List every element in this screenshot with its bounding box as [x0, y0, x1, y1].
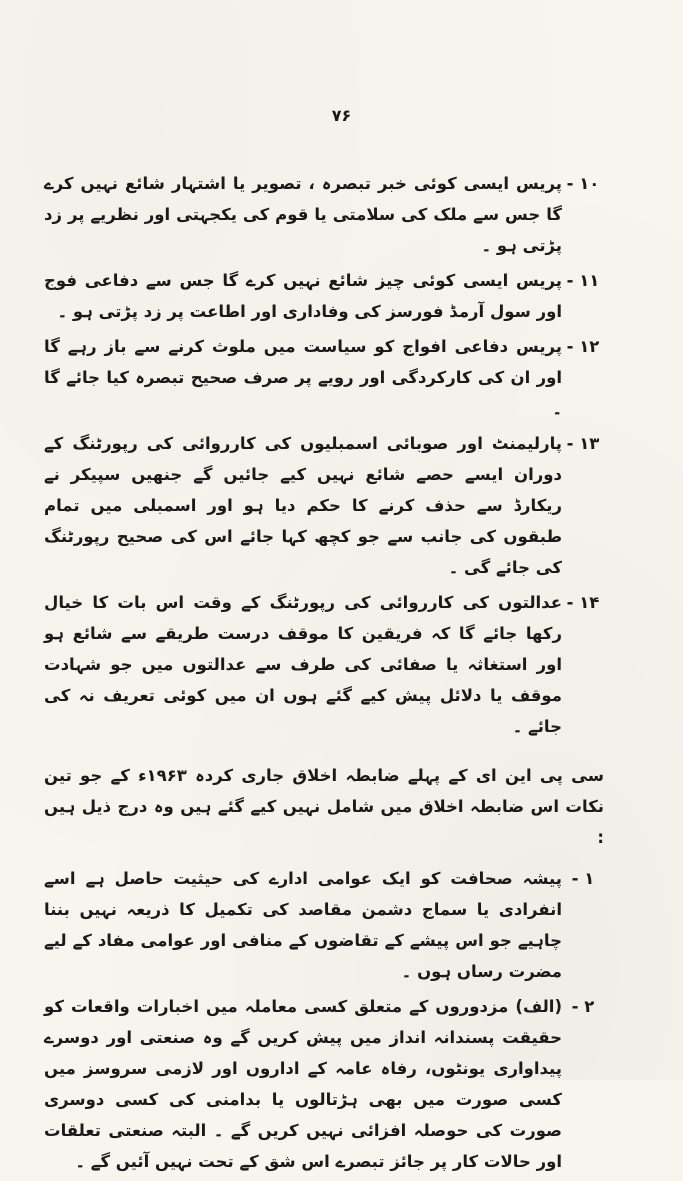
point-text: پیشہ صحافت کو ایک عوامی ادارے کی حیثیت حاصل ہے اسے انفرادی یا سماج دشمن مقاصد کی تکمیل کا ذریعہ نہیں بننا چاہیے جو اس پیشے کے تقاضوں کے منافی اور عوامی مفاد کے لیے مضرت رساں ہوں ۔ — [44, 869, 562, 981]
point-2 — [44, 991, 604, 1177]
clause-number: ۱۰ - — [566, 174, 600, 193]
section-intro: سی پی این ای کے پہلے ضابطہ اخلاق جاری کردہ ۱۹۶۳ء کے جو تین نکات اس ضابطہ اخلاق میں شامل نہیں کیے گئے ہیں وہ درج ذیل ہیں : — [44, 766, 604, 847]
clause-text: عدالتوں کی کارروائی کی رپورٹنگ کے وقت اس بات کا خیال رکھا جائے گا کہ فریقین کا موقف درست طریقے سے شائع ہو اور استغاثہ یا صفائی کی طرف سے عدالتوں میں جو شہادت موقف یا دلائل پیش کیے گئے ہوں ان میں کوئی تعریف نہ کی جائے ۔ — [44, 593, 562, 736]
clause-number: ۱۳ - — [566, 434, 600, 453]
clause-text: پارلیمنٹ اور صوبائی اسمبلیوں کی کارروائی کی رپورٹنگ کے دوران ایسے حصے شائع نہیں کیے جائیں گے جنھیں سپیکر نے ریکارڈ سے حذف کرنے کا حکم دیا ہو اور اسمبلی میں تمام طبقوں کی جانب سے جو کچھ کہا جائے اس کی صحیح رپورٹنگ کی جائے گی ۔ — [44, 434, 562, 577]
document-body — [44, 168, 604, 1181]
page-number: ۷۶ — [331, 106, 352, 125]
clause-13 — [44, 428, 604, 583]
clause-10 — [44, 168, 604, 261]
clause-12 — [44, 331, 604, 424]
clause-11 — [44, 265, 604, 327]
point-text: (الف) مزدوروں کے متعلق کسی معاملہ میں اخبارات واقعات کو حقیقت پسندانہ انداز میں پیش کریں گے وہ صنعتی اور دوسرے پیداواری یونٹوں، رفاہ عامہ کے اداروں اور لازمی سروسز میں کسی صورت میں بھی ہڑتالوں یا بدامنی کی کسی دوسری صورت کی حوصلہ افزائی نہیں کریں گے ۔ البتہ صنعتی تعلقات اور حالات کار پر جائز تبصرے اس شق کے تحت نہیں آئیں گے ۔ — [44, 997, 562, 1171]
point-1 — [44, 863, 604, 987]
clause-text: پریس ایسی کوئی چیز شائع نہیں کرے گا جس سے دفاعی فوج اور سول آرمڈ فورسز کی وفاداری اور اطاعت پر زد پڑتی ہو ۔ — [44, 271, 562, 321]
clause-number: ۱۴ - — [566, 593, 600, 612]
clause-text: پریس ایسی کوئی خبر تبصرہ ، تصویر یا اشتہار شائع نہیں کرے گا جس سے ملک کی سلامتی یا قوم کی یکجہتی اور نظریے پر زد پڑتی ہو ۔ — [44, 174, 562, 255]
clause-text: پریس دفاعی افواج کو سیاست میں ملوث کرنے سے باز رہے گا اور ان کی کارکردگی اور رویے پر صرف صحیح تبصرہ کیا جائے گا ۔ — [44, 337, 562, 418]
clause-number: ۱۲ - — [566, 337, 600, 356]
clause-number: ۱۱ - — [566, 271, 600, 290]
clause-14 — [44, 587, 604, 742]
point-number: ۲ - — [571, 997, 595, 1016]
point-number: ۱ - — [571, 869, 595, 888]
